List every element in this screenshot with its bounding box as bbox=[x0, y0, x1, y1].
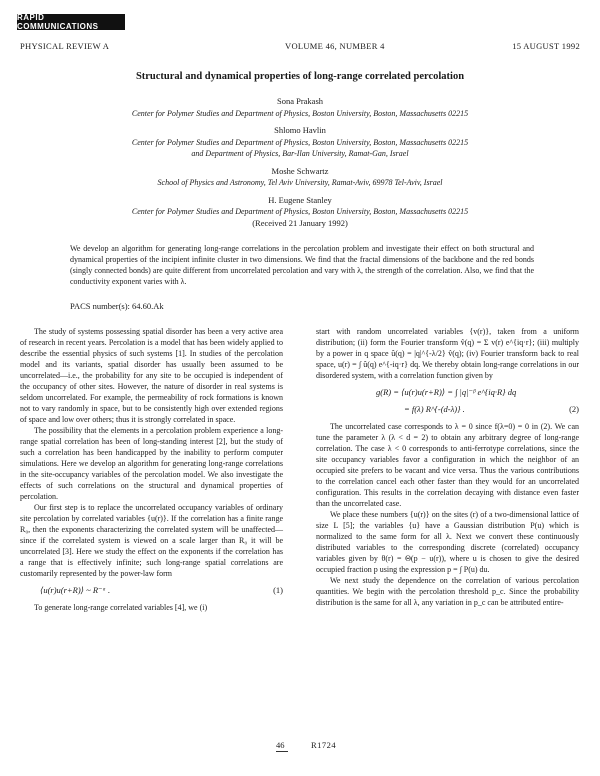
equation-2-continuation bbox=[316, 404, 579, 421]
author-name: Moshe Schwartz bbox=[271, 165, 329, 176]
right-column bbox=[316, 326, 579, 608]
equation-number: (2) bbox=[569, 404, 579, 414]
equation-body: ⟨u(r)u(r+R)⟩ ~ R⁻ᵅ . bbox=[40, 585, 111, 595]
equation-body: = f(λ) R^{-(d-λ)} . bbox=[404, 404, 465, 414]
author-name: H. Eugene Stanley bbox=[268, 194, 332, 205]
body-paragraph: The possibility that the elements in a percolation problem experience a long-range spatial correlation has been of long-standing interest [2], but the study of such a correlation has been handicapped by the inability to perform computer simulations. Here we develop an algorithm for generating long-range correlations in the site-occupancy variables of the percolation model. We also investigate the effects of such correlations on the structural and dynamical properties of percolation. bbox=[20, 426, 283, 501]
equation-1 bbox=[20, 579, 283, 602]
equation-body: g(R) = ⟨u(r)u(r+R)⟩ = ∫ |q|⁻ᵝ e^{iq·R} dq bbox=[376, 387, 517, 397]
rapid-communications-banner bbox=[17, 14, 125, 30]
volume-number: VOLUME 46, NUMBER 4 bbox=[285, 41, 385, 51]
body-paragraph: The uncorrelated case corresponds to λ = 0 since f(λ=0) = 0 in (2). We can tune the parameter λ (λ < d = 2) to obtain any arbitrary degree of long-range correlation. The case λ < 0 corresponds to anti-ferrotype correlations, since the site occupancy variables favor a configuration in which the neighbor of an occupied site prefers to be vacant and vice versa. Thus the various contributions to the correlation cancel each other faster than they would for an uncorrelated configuration. This results in the correlation decaying with distance even faster than the uncorrelated case. bbox=[316, 422, 579, 508]
body-paragraph: The study of systems possessing spatial disorder has been a very active area of research in recent years. Percolation is a model that has been widely applied to describe the essential physics of such systems [1]. In studies of the percolation model and its variants, spatial disorder has usually been assumed to be uncorrelated—i.e., the probability for any site to be occupied is independent of the occupancy of other sites. However, the nature of disorder in real systems is seldom uncorrelated. For example, the permeability of rock formations is known not to vary randomly in space, but to be consistently high over extended regions of space and low over others; thus it is strongly correlated in space. bbox=[20, 327, 283, 424]
author-name: Sona Prakash bbox=[276, 96, 324, 106]
journal-header bbox=[20, 41, 580, 53]
equation-number: (1) bbox=[273, 585, 283, 595]
author-affiliation-secondary: and Department of Physics, Bar-Ilan University, Ramat-Gan, Israel bbox=[191, 149, 409, 158]
issue-date: 15 AUGUST 1992 bbox=[512, 41, 580, 51]
author-affiliation: School of Physics and Astronomy, Tel Aviv University, Ramat-Aviv, 69978 Tel-Aviv, Israel bbox=[157, 178, 443, 187]
author-affiliation: Center for Polymer Studies and Department of Physics, Boston University, Boston, Massachusetts 02215 bbox=[131, 108, 469, 118]
banner-label: RAPID COMMUNICATIONS bbox=[17, 13, 99, 31]
abstract: We develop an algorithm for generating long-range correlations in the percolation problem and investigate their effect on both structural and dynamical properties of the incipient infinite cluster in two dimensions. We find that the fractal dimensions of the backbone and the red bonds (singly connected bonds) are quite different from uncorrelated percolation and vary with λ, the strength of the correlation. Also, we find that the conductivity exponent varies with λ. bbox=[70, 244, 534, 286]
author-name: Shlomo Havlin bbox=[274, 125, 326, 135]
pacs-numbers: PACS number(s): 64.60.Ak bbox=[70, 301, 164, 311]
left-column bbox=[20, 326, 283, 613]
body-paragraph: We next study the dependence on the correlation of various percolation quantities. We begin with the percolation threshold p_c. Since the probability distribution is the same for all λ, any variation in p_c can be attributed entire- bbox=[316, 576, 579, 607]
author-block bbox=[20, 96, 580, 229]
author-affiliation: Center for Polymer Studies and Department of Physics, Boston University, Boston, Massachusetts 02215 bbox=[131, 207, 469, 216]
body-paragraph: We place these numbers {u(r)} on the sites (r) of a two-dimensional lattice of size L [5]; the variables {u} have a Gaussian distribution P(u) which is normalized to the same form for all λ. Next we convert these continuously distributed variables to the corresponding discrete (correlated) occupancy variables given by θ(r) = Θ(p − u(r)), where u is chosen to give the desired occupied fraction p using the expression p = ∫ P(u) du. bbox=[316, 510, 579, 574]
page-identifier: R1724 bbox=[311, 740, 337, 750]
footer-underline bbox=[276, 751, 288, 752]
page-number: 46 bbox=[276, 740, 285, 750]
author-affiliation: Center for Polymer Studies and Department of Physics, Boston University, Boston, Massachusetts 02215 bbox=[131, 137, 469, 147]
body-paragraph: To generate long-range correlated variables [4], we (i) bbox=[34, 603, 208, 612]
journal-name: PHYSICAL REVIEW A bbox=[20, 41, 110, 51]
received-date: (Received 21 January 1992) bbox=[252, 217, 348, 228]
body-paragraph: start with random uncorrelated variables {v(r)}, taken from a uniform distribution; (ii) form the Fourier transform v̂(q) = Σ v(r) e^{iq·r}; (iii) multiply by a power in q space û(q) = |q|^{-λ/2} v̂(q); (iv) Fourier transform back to real space, u(r) = ∫ û(q) e^{-iq·r} dq. We thereby obtain long-range correlations in our disordered system, with a correlation function given by bbox=[316, 327, 579, 380]
body-paragraph: Our first step is to replace the uncorrelated occupancy variables of ordinary site percolation by correlated variables {u(r)}. If the correlation has a finite range R₀, then the exponents characterizing the correlated system will be unaffected—since if the correlated system is viewed on a scale larger than R₀ it will be uncorrelated [3]. Here we study the effect on the exponents if the correlation has a range that is effectively infinite; such long-range spatial correlations are customarily represented by the power-law form bbox=[20, 503, 283, 578]
paper-title: Structural and dynamical properties of long-range correlated percolation bbox=[135, 71, 465, 82]
equation-2 bbox=[316, 381, 579, 404]
